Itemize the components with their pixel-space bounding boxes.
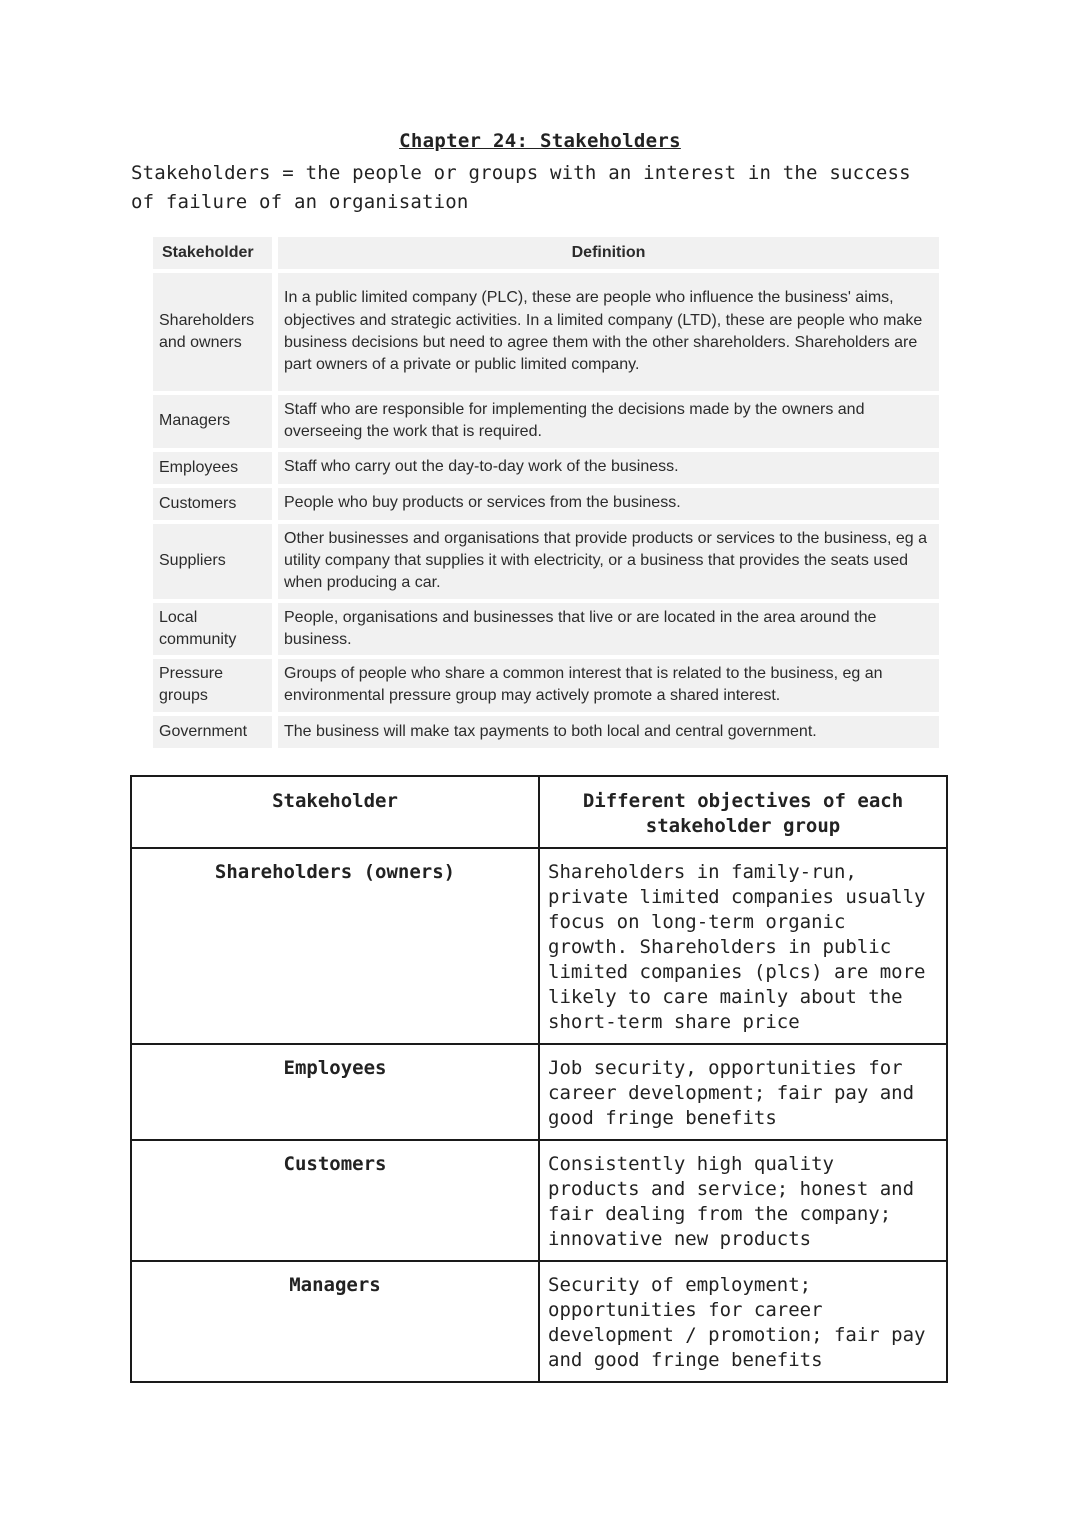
definitions-stakeholder: Government (153, 716, 272, 748)
definitions-row (153, 524, 939, 599)
objectives-text: Consistently high quality products and service; honest and fair dealing from the company; innovative new products (539, 1140, 947, 1261)
definitions-header-stakeholder: Stakeholder (153, 237, 272, 269)
definitions-row (153, 716, 939, 748)
definitions-definition: Other businesses and organisations that provide products or services to the business, eg a utility company that supplies it with electricity, or a business that provides the seats used when producing a car. (278, 524, 939, 599)
definitions-table (153, 233, 939, 752)
definitions-definition: Staff who carry out the day-to-day work of the business. (278, 452, 939, 484)
page-title: Chapter 24: Stakeholders (399, 130, 681, 152)
objectives-header-row (131, 776, 947, 848)
definitions-stakeholder: Local community (153, 603, 272, 656)
definitions-stakeholder: Pressure groups (153, 659, 272, 712)
definitions-definition: Groups of people who share a common interest that is related to the business, eg an environmental pressure group may actively promote a shared interest. (278, 659, 939, 712)
intro-text: Stakeholders = the people or groups with an interest in the success of failure of an organisation (131, 162, 911, 213)
definitions-row (153, 488, 939, 520)
objectives-table (130, 775, 948, 1383)
definitions-stakeholder: Customers (153, 488, 272, 520)
objectives-text: Job security, opportunities for career development; fair pay and good fringe benefits (539, 1044, 947, 1140)
objectives-stakeholder: Customers (131, 1140, 539, 1261)
definitions-definition: The business will make tax payments to both local and central government. (278, 716, 939, 748)
definitions-definition: Staff who are responsible for implementing the decisions made by the owners and overseeing the work that is required. (278, 395, 939, 448)
definitions-header-row (153, 237, 939, 269)
definitions-header-definition: Definition (278, 237, 939, 269)
definitions-stakeholder: Managers (153, 395, 272, 448)
objectives-row (131, 1261, 947, 1382)
objectives-text: Security of employment; opportunities for career development / promotion; fair pay and good fringe benefits (539, 1261, 947, 1382)
definitions-definition: People, organisations and businesses that live or are located in the area around the business. (278, 603, 939, 656)
definitions-definition: In a public limited company (PLC), these are people who influence the business' aims, objectives and strategic activities. In a limited company (LTD), these are people who make business decisions but need to agree them with the other shareholders. Shareholders are part owners of a private or public limited company. (278, 273, 939, 391)
objectives-row (131, 1140, 947, 1261)
definitions-row (153, 659, 939, 712)
definitions-stakeholder: Suppliers (153, 524, 272, 599)
definitions-stakeholder: Employees (153, 452, 272, 484)
objectives-row (131, 1044, 947, 1140)
definitions-row (153, 603, 939, 656)
objectives-header-objectives: Different objectives of each stakeholder group (539, 776, 947, 848)
definitions-row (153, 452, 939, 484)
objectives-header-stakeholder: Stakeholder (131, 776, 539, 848)
definitions-row (153, 395, 939, 448)
objectives-row (131, 848, 947, 1044)
objectives-text: Shareholders in family-run, private limited companies usually focus on long-term organic growth. Shareholders in public limited companies (plcs) are more likely to care mainly about the short-term share price (539, 848, 947, 1044)
definitions-row (153, 273, 939, 391)
definitions-stakeholder: Shareholders and owners (153, 273, 272, 391)
definitions-definition: People who buy products or services from the business. (278, 488, 939, 520)
objectives-stakeholder: Shareholders (owners) (131, 848, 539, 1044)
objectives-stakeholder: Employees (131, 1044, 539, 1140)
objectives-stakeholder: Managers (131, 1261, 539, 1382)
